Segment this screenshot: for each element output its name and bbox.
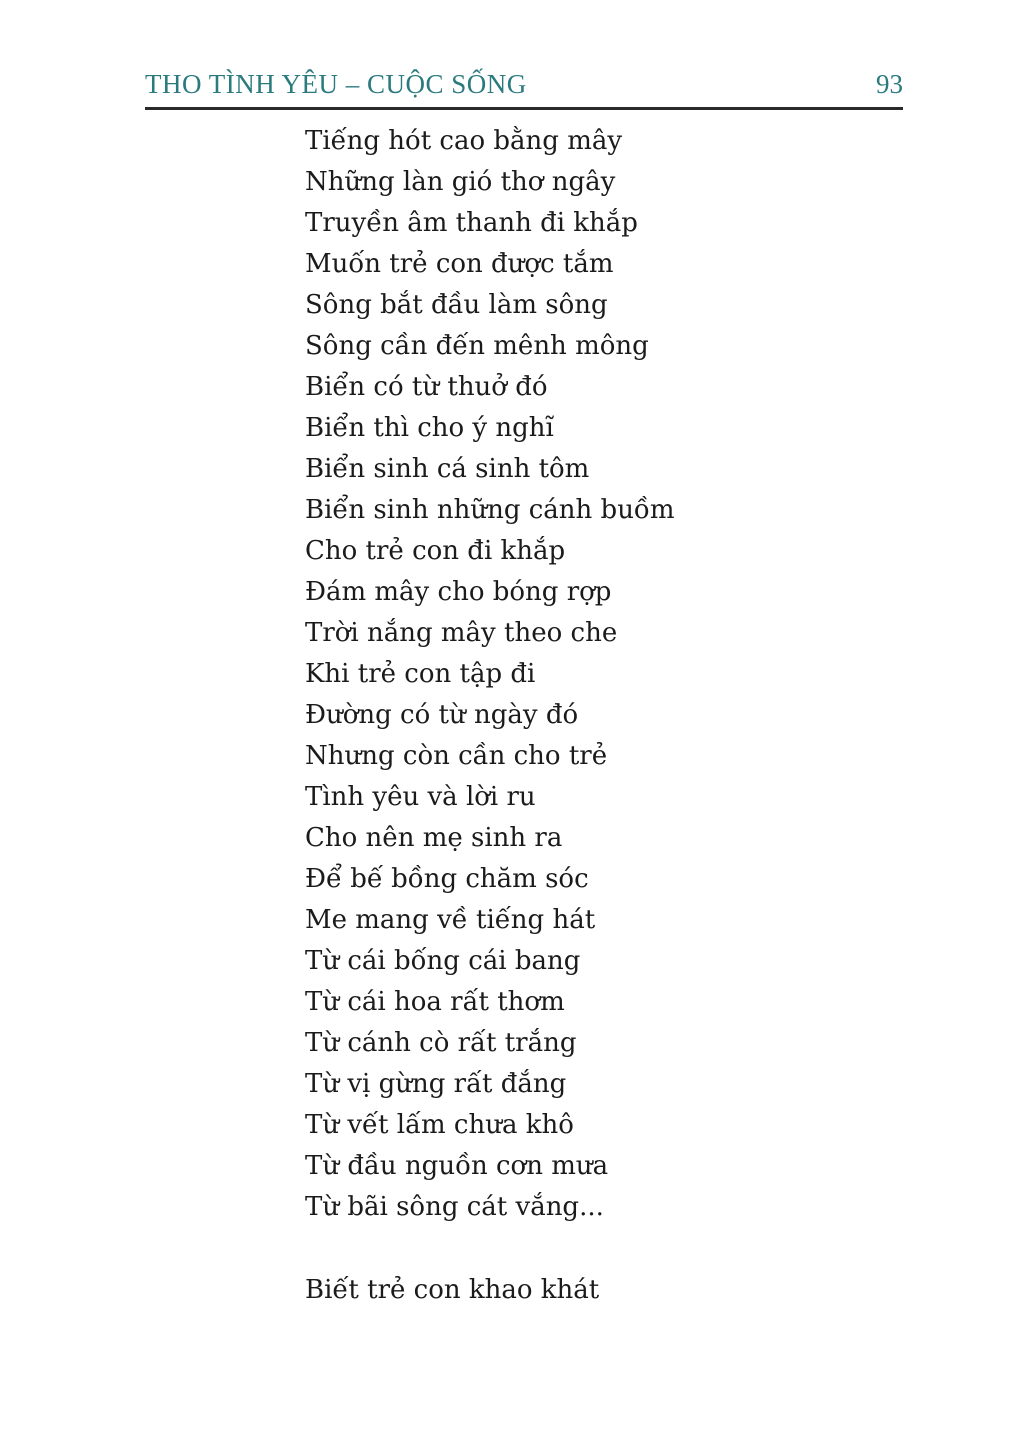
poem-line: Khi trẻ con tập đi xyxy=(305,659,536,689)
poem-line: Biển sinh những cánh buồm xyxy=(305,495,675,525)
poem-line: Từ bãi sông cát vắng... xyxy=(305,1192,604,1222)
poem-line: Sông bắt đầu làm sông xyxy=(305,290,608,320)
poem-line: Từ cái hoa rất thơm xyxy=(305,987,565,1017)
poem-line: Cho trẻ con đi khắp xyxy=(305,536,566,566)
poem-line: Để bế bồng chăm sóc xyxy=(305,864,589,894)
poem-line: Đường có từ ngày đó xyxy=(305,700,579,730)
poem-line: Tình yêu và lời ru xyxy=(305,782,536,812)
poem-line: Biển thì cho ý nghĩ xyxy=(305,413,554,443)
page-header xyxy=(145,70,903,110)
poem-line: Truyền âm thanh đi khắp xyxy=(305,208,638,238)
poem-line: Biết trẻ con khao khát xyxy=(305,1275,600,1305)
running-title: THO TÌNH YÊU – CUỘC SỐNG xyxy=(145,69,527,99)
poem-line: Me mang về tiếng hát xyxy=(305,905,596,935)
poem-body xyxy=(305,121,675,1311)
poem-line: Từ vết lấm chưa khô xyxy=(305,1110,574,1140)
poem-line: Những làn gió thơ ngây xyxy=(305,167,616,197)
poem-line: Muốn trẻ con được tắm xyxy=(305,249,614,279)
poem-line: Tiếng hót cao bằng mây xyxy=(305,126,623,156)
poem-line: Từ cánh cò rất trắng xyxy=(305,1028,577,1058)
poem-line: Từ vị gừng rất đắng xyxy=(305,1069,567,1099)
poem-line: Từ đầu nguồn cơn mưa xyxy=(305,1151,609,1181)
poem-line: Trời nắng mây theo che xyxy=(305,618,618,648)
poem-line: Từ cái bống cái bang xyxy=(305,946,581,976)
poem-line: Đám mây cho bóng rợp xyxy=(305,577,612,607)
page-number: 93 xyxy=(876,69,903,99)
poem-stanza-2 xyxy=(305,1270,675,1311)
poem-line: Sông cần đến mênh mông xyxy=(305,331,649,361)
poem-line: Biển sinh cá sinh tôm xyxy=(305,454,590,484)
poem-line: Cho nên mẹ sinh ra xyxy=(305,823,563,853)
poem-line: Nhưng còn cần cho trẻ xyxy=(305,741,608,771)
poem-line: Biển có từ thuở đó xyxy=(305,372,548,402)
poem-stanza-1 xyxy=(305,121,675,1228)
